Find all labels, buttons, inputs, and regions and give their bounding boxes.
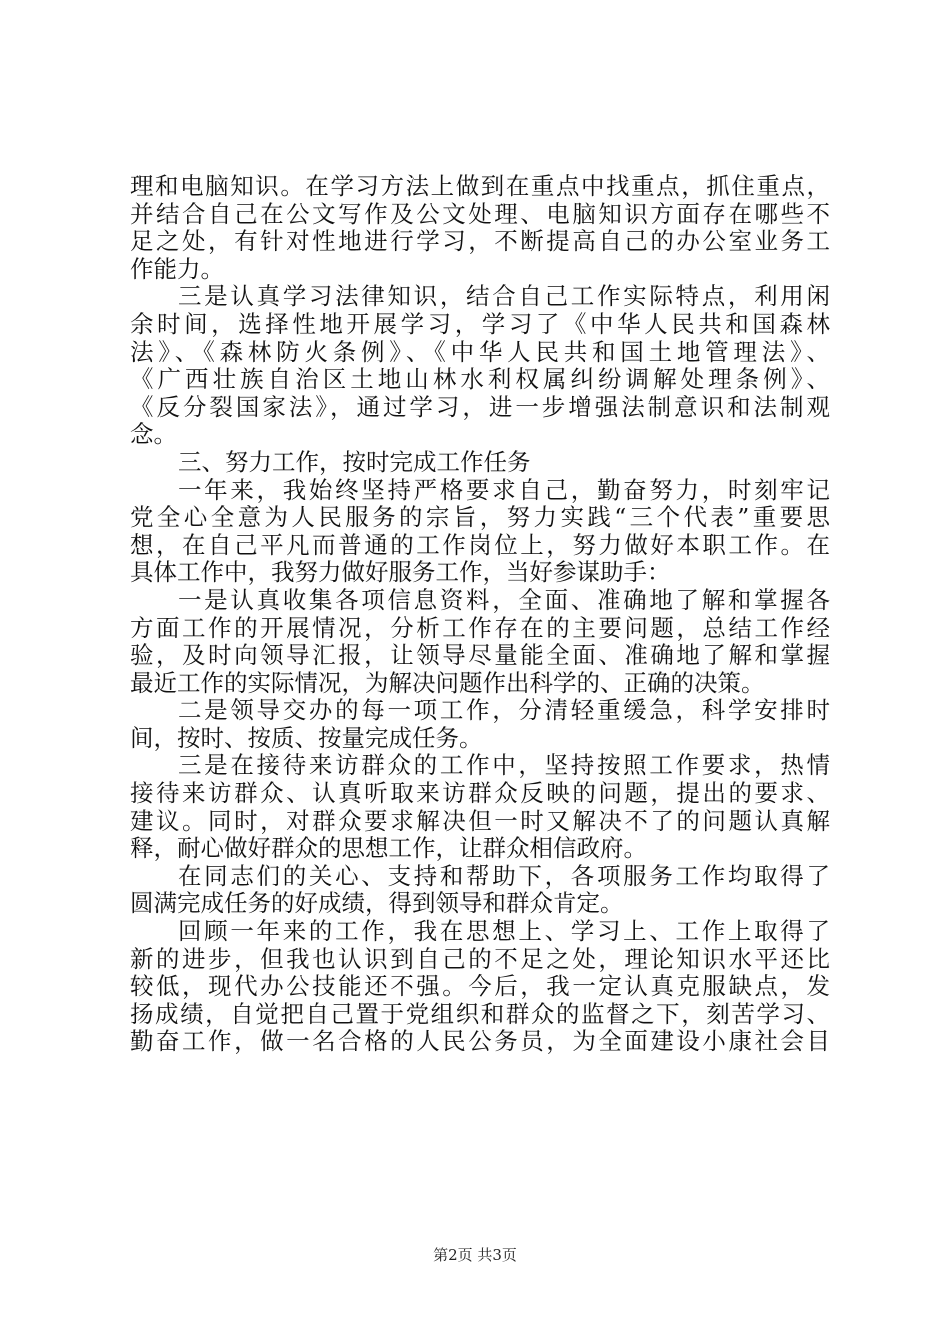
text-line: 建议。同时，对群众要求解决但一时又解决不了的问题认真解	[130, 806, 830, 835]
text-line: 方面工作的开展情况，分析工作存在的主要问题，总结工作经	[130, 613, 830, 642]
text-line: 扬成绩，自觉把自己置于党组织和群众的监督之下，刻苦学习、	[130, 999, 830, 1028]
text-line: 勤奋工作，做一名合格的人民公务员，为全面建设小康社会目	[130, 1027, 830, 1056]
text-line: 想，在自己平凡而普通的工作岗位上，努力做好本职工作。在	[130, 530, 830, 559]
text-line: 二是领导交办的每一项工作，分清轻重缓急，科学安排时	[178, 696, 830, 725]
text-line: 念。	[130, 420, 177, 449]
text-line: 接待来访群众、认真听取来访群众反映的问题，提出的要求、	[130, 779, 830, 808]
text-line: 圆满完成任务的好成绩，得到领导和群众肯定。	[130, 889, 624, 918]
document-body	[130, 173, 830, 1056]
text-line: 《反分裂国家法》，通过学习，进一步增强法制意识和法制观	[130, 392, 830, 421]
text-line: 足之处，有针对性地进行学习，不断提高自己的办公室业务工	[130, 227, 830, 256]
text-line: 理和电脑知识。在学习方法上做到在重点中找重点，抓住重点，	[130, 172, 830, 200]
text-line: 三、努力工作，按时完成工作任务	[178, 447, 531, 476]
text-line: 三是认真学习法律知识，结合自己工作实际特点，利用闲	[178, 282, 830, 311]
text-line: 一是认真收集各项信息资料，全面、准确地了解和掌握各	[178, 585, 830, 614]
text-line: 作能力。	[130, 254, 224, 283]
text-line: 一年来，我始终坚持严格要求自己，勤奋努力，时刻牢记	[178, 475, 830, 504]
text-line: 法》、《森林防火条例》、《中华人民共和国土地管理法》、	[130, 337, 830, 366]
text-line: 《广西壮族自治区土地山林水利权属纠纷调解处理条例》、	[130, 365, 830, 394]
text-line: 在同志们的关心、支持和帮助下，各项服务工作均取得了	[178, 861, 830, 890]
text-line: 新的进步，但我也认识到自己的不足之处，理论知识水平还比	[130, 944, 830, 973]
text-line: 具体工作中，我努力做好服务工作，当好参谋助手：	[130, 558, 671, 587]
text-line: 较低，现代办公技能还不强。今后，我一定认真克服缺点，发	[130, 972, 830, 1001]
text-line: 验，及时向领导汇报，让领导尽量能全面、准确地了解和掌握	[130, 641, 830, 670]
text-line: 释，耐心做好群众的思想工作，让群众相信政府。	[130, 834, 647, 863]
text-line: 回顾一年来的工作，我在思想上、学习上、工作上取得了	[178, 917, 830, 946]
text-line: 间，按时、按质、按量完成任务。	[130, 723, 483, 752]
text-line: 余时间，选择性地开展学习，学习了《中华人民共和国森林	[130, 309, 830, 338]
text-line: 最近工作的实际情况，为解决问题作出科学的、正确的决策。	[130, 668, 765, 697]
text-line: 并结合自己在公文写作及公文处理、电脑知识方面存在哪些不	[130, 199, 830, 228]
page-number-footer: 第2页 共3页	[433, 1246, 517, 1264]
text-line: 党全心全意为人民服务的宗旨，努力实践“三个代表”重要思	[130, 503, 830, 532]
text-line: 三是在接待来访群众的工作中，坚持按照工作要求，热情	[178, 751, 830, 780]
